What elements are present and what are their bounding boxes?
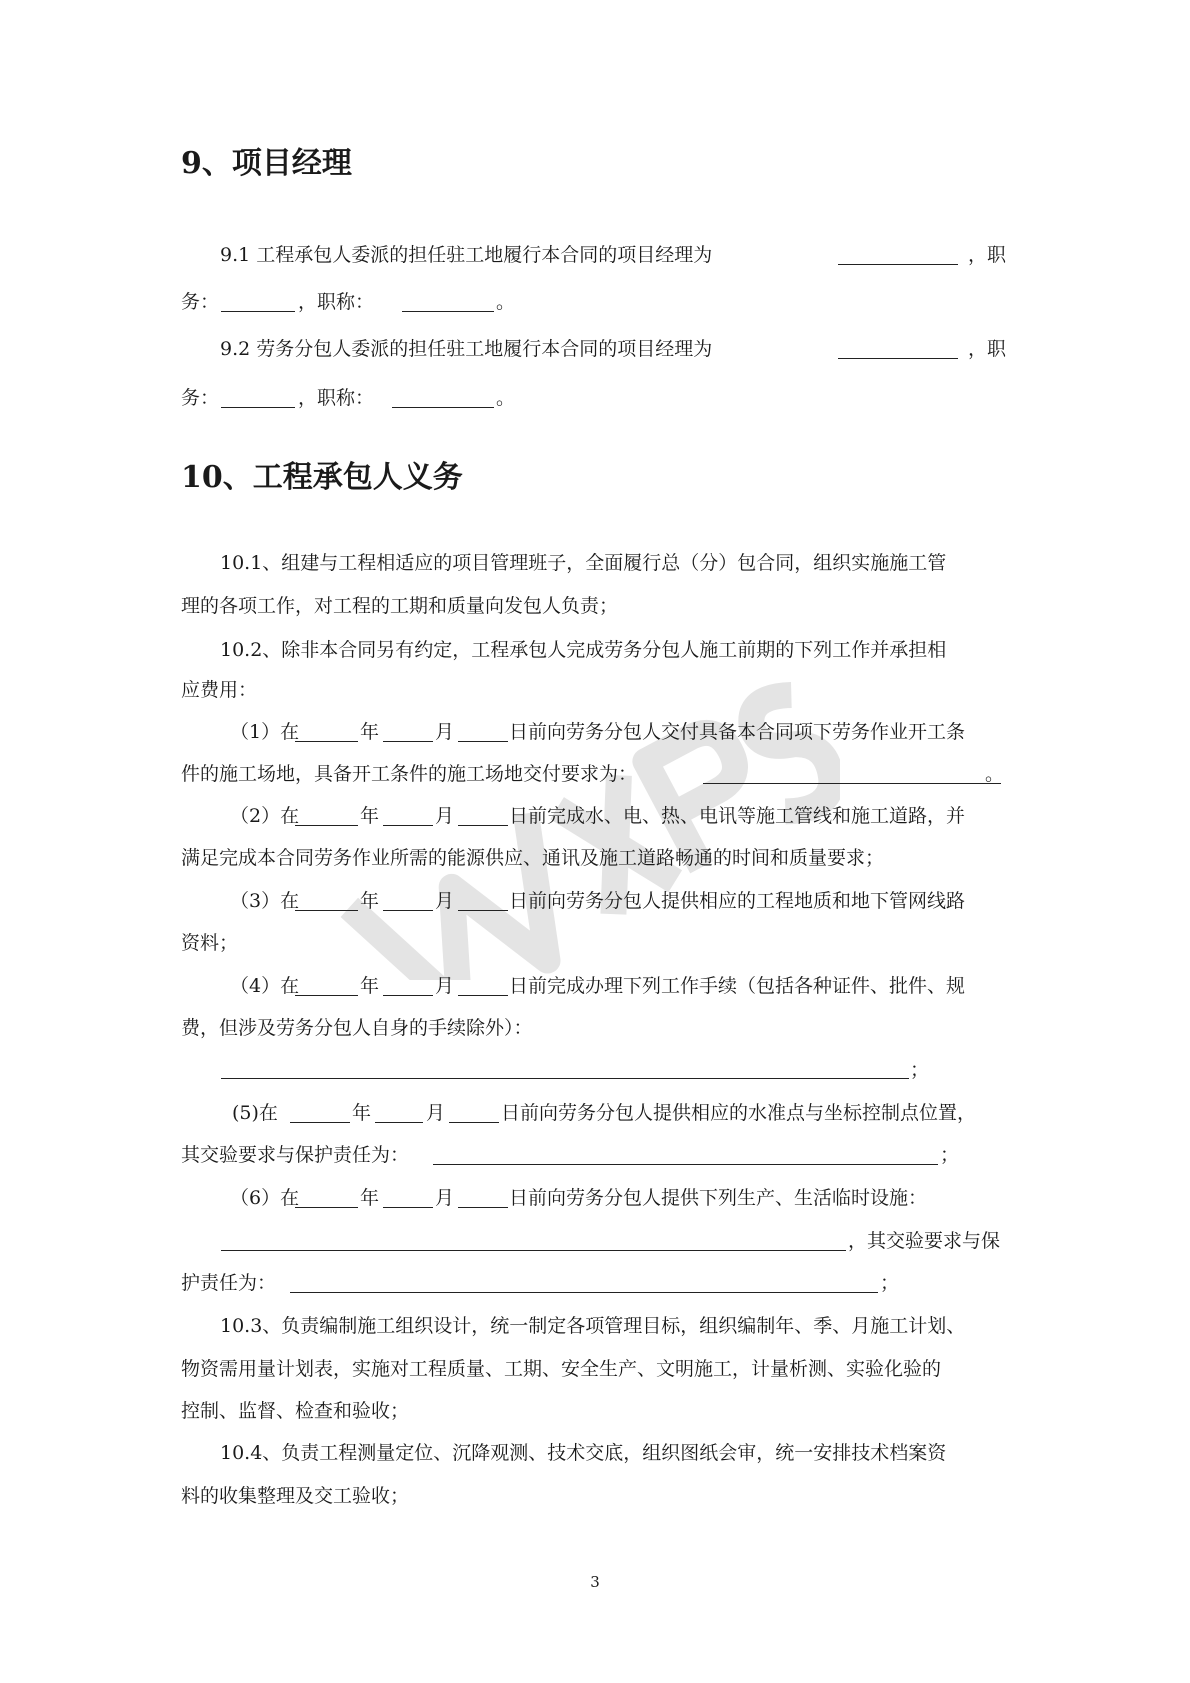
s10-i2-year: 年 <box>360 805 380 827</box>
s9-p2-line1: 9.2 劳务分包人委派的担任驻工地履行本合同的项目经理为 <box>220 338 713 360</box>
s9-p1-blank-title <box>402 311 494 312</box>
s10-i2-blank-day <box>458 825 508 826</box>
s10-i6-blank-year <box>295 1207 358 1208</box>
s10-i4-year: 年 <box>360 975 380 997</box>
s10-i3-pre: （3）在 <box>230 890 300 912</box>
s9-p2-tail: ，职 <box>968 338 1007 360</box>
s9-p1-tail: ，职 <box>968 244 1007 266</box>
s10-i2-blank-year <box>295 825 358 826</box>
s10-i5-line2: 其交验要求与保护责任为： <box>181 1144 410 1166</box>
s9-p1-line2-c: 。 <box>496 291 516 313</box>
s10-i6-end: ； <box>880 1272 900 1294</box>
s10-i4-month: 月 <box>435 975 455 997</box>
s10-i6-blank-day <box>458 1207 508 1208</box>
s9-p2-blank-duty <box>221 407 295 408</box>
s10-i1-end: 。 <box>985 763 1005 785</box>
s10-p2-line2: 应费用： <box>181 679 258 701</box>
s10-i6-blank-month <box>383 1207 433 1208</box>
s10-i5-blank-requirement <box>433 1164 938 1165</box>
s10-i2-blank-month <box>383 825 433 826</box>
s10-i4-blank-procedures <box>221 1078 909 1079</box>
s10-p4-line1: 10.4、负责工程测量定位、沉降观测、技术交底，组织图纸会审，统一安排技术档案资 <box>220 1442 947 1464</box>
s10-i1-blank-requirement <box>703 783 1001 784</box>
s9-p2-line2-b: ，职称： <box>298 387 375 409</box>
s10-i3-line2: 资料； <box>181 932 239 954</box>
s10-p3-line3: 控制、监督、检查和验收； <box>181 1400 410 1422</box>
s10-i3-blank-day <box>458 910 508 911</box>
s10-i6-month: 月 <box>435 1187 455 1209</box>
s10-i5-pre: (5)在 <box>232 1102 278 1124</box>
s10-p3-line2: 物资需用量计划表，实施对工程质量、工期、安全生产、文明施工，计量析测、实验化验的 <box>181 1358 942 1380</box>
s10-i5-blank-day <box>449 1122 499 1123</box>
s9-p1-line2-a: 务： <box>181 291 220 313</box>
s10-i1-line2: 件的施工场地，具备开工条件的施工场地交付要求为： <box>181 763 638 785</box>
s10-i5-month: 月 <box>426 1102 446 1124</box>
s10-i1-blank-year <box>295 741 358 742</box>
s10-i4-line2: 费，但涉及劳务分包人自身的手续除外）： <box>181 1017 533 1039</box>
s9-p1-blank-name <box>838 264 958 265</box>
s10-p4-line2: 料的收集整理及交工验收； <box>181 1485 410 1507</box>
s10-i5-end: ； <box>940 1144 960 1166</box>
section-9-title: 9、项目经理 <box>181 146 352 181</box>
s10-i6-blank-facilities <box>221 1250 846 1251</box>
s10-p1-line1: 10.1、组建与工程相适应的项目管理班子，全面履行总（分）包合同，组织实施施工管 <box>220 552 947 574</box>
s10-i4-blank-day <box>458 995 508 996</box>
s10-i1-year: 年 <box>360 721 380 743</box>
s9-p1-line2-b: ，职称： <box>298 291 375 313</box>
s10-i3-year: 年 <box>360 890 380 912</box>
s10-i4-blank-year <box>295 995 358 996</box>
s10-p3-line1: 10.3、负责编制施工组织设计，统一制定各项管理目标，组织编制年、季、月施工计划、 <box>220 1315 966 1337</box>
s10-i6-pre: （6）在 <box>230 1187 300 1209</box>
s10-p1-line2: 理的各项工作，对工程的工期和质量向发包人负责； <box>181 595 619 617</box>
section-10-title: 10、工程承包人义务 <box>181 460 463 495</box>
s10-i6-line2-tail: ，其交验要求与保 <box>848 1230 1001 1252</box>
s10-i2-line2: 满足完成本合同劳务作业所需的能源供应、通讯及施工道路畅通的时间和质量要求； <box>181 847 885 869</box>
s10-i5-post: 日前向劳务分包人提供相应的水准点与坐标控制点位置， <box>501 1102 977 1124</box>
s10-i1-blank-day <box>458 741 508 742</box>
s10-i1-blank-month <box>383 741 433 742</box>
s10-i3-post: 日前向劳务分包人提供相应的工程地质和地下管网线路 <box>509 890 966 912</box>
s9-p1-blank-duty <box>221 311 295 312</box>
s10-i4-post: 日前完成办理下列工作手续（包括各种证件、批件、规 <box>509 975 966 997</box>
s10-i1-post: 日前向劳务分包人交付具备本合同项下劳务作业开工条 <box>509 721 966 743</box>
s10-i5-year: 年 <box>352 1102 372 1124</box>
s10-i4-blank-month <box>383 995 433 996</box>
s10-i5-blank-month <box>375 1122 423 1123</box>
s10-i6-year: 年 <box>360 1187 380 1209</box>
s9-p2-blank-name <box>838 358 958 359</box>
s10-i3-blank-month <box>383 910 433 911</box>
s10-p2-line1: 10.2、除非本合同另有约定，工程承包人完成劳务分包人施工前期的下列工作并承担相 <box>220 639 947 661</box>
page-number: 3 <box>590 1573 600 1591</box>
s10-i2-pre: （2）在 <box>230 805 300 827</box>
s10-i6-post: 日前向劳务分包人提供下列生产、生活临时设施： <box>509 1187 928 1209</box>
s10-i1-pre: （1）在 <box>230 721 300 743</box>
s10-i2-month: 月 <box>435 805 455 827</box>
s9-p2-line2-a: 务： <box>181 387 220 409</box>
s10-i4-pre: （4）在 <box>230 975 300 997</box>
s10-i3-month: 月 <box>435 890 455 912</box>
s10-i6-blank-responsibility <box>290 1292 878 1293</box>
s10-i1-month: 月 <box>435 721 455 743</box>
s10-i4-end: ； <box>910 1059 930 1081</box>
s9-p2-blank-title <box>392 407 494 408</box>
s10-i2-post: 日前完成水、电、热、电讯等施工管线和施工道路，并 <box>509 805 966 827</box>
s10-i3-blank-year <box>295 910 358 911</box>
s9-p2-line2-c: 。 <box>496 387 516 409</box>
s10-i6-line3: 护责任为： <box>181 1272 277 1294</box>
s9-p1-line1: 9.1 工程承包人委派的担任驻工地履行本合同的项目经理为 <box>220 244 713 266</box>
s10-i5-blank-year <box>290 1122 350 1123</box>
